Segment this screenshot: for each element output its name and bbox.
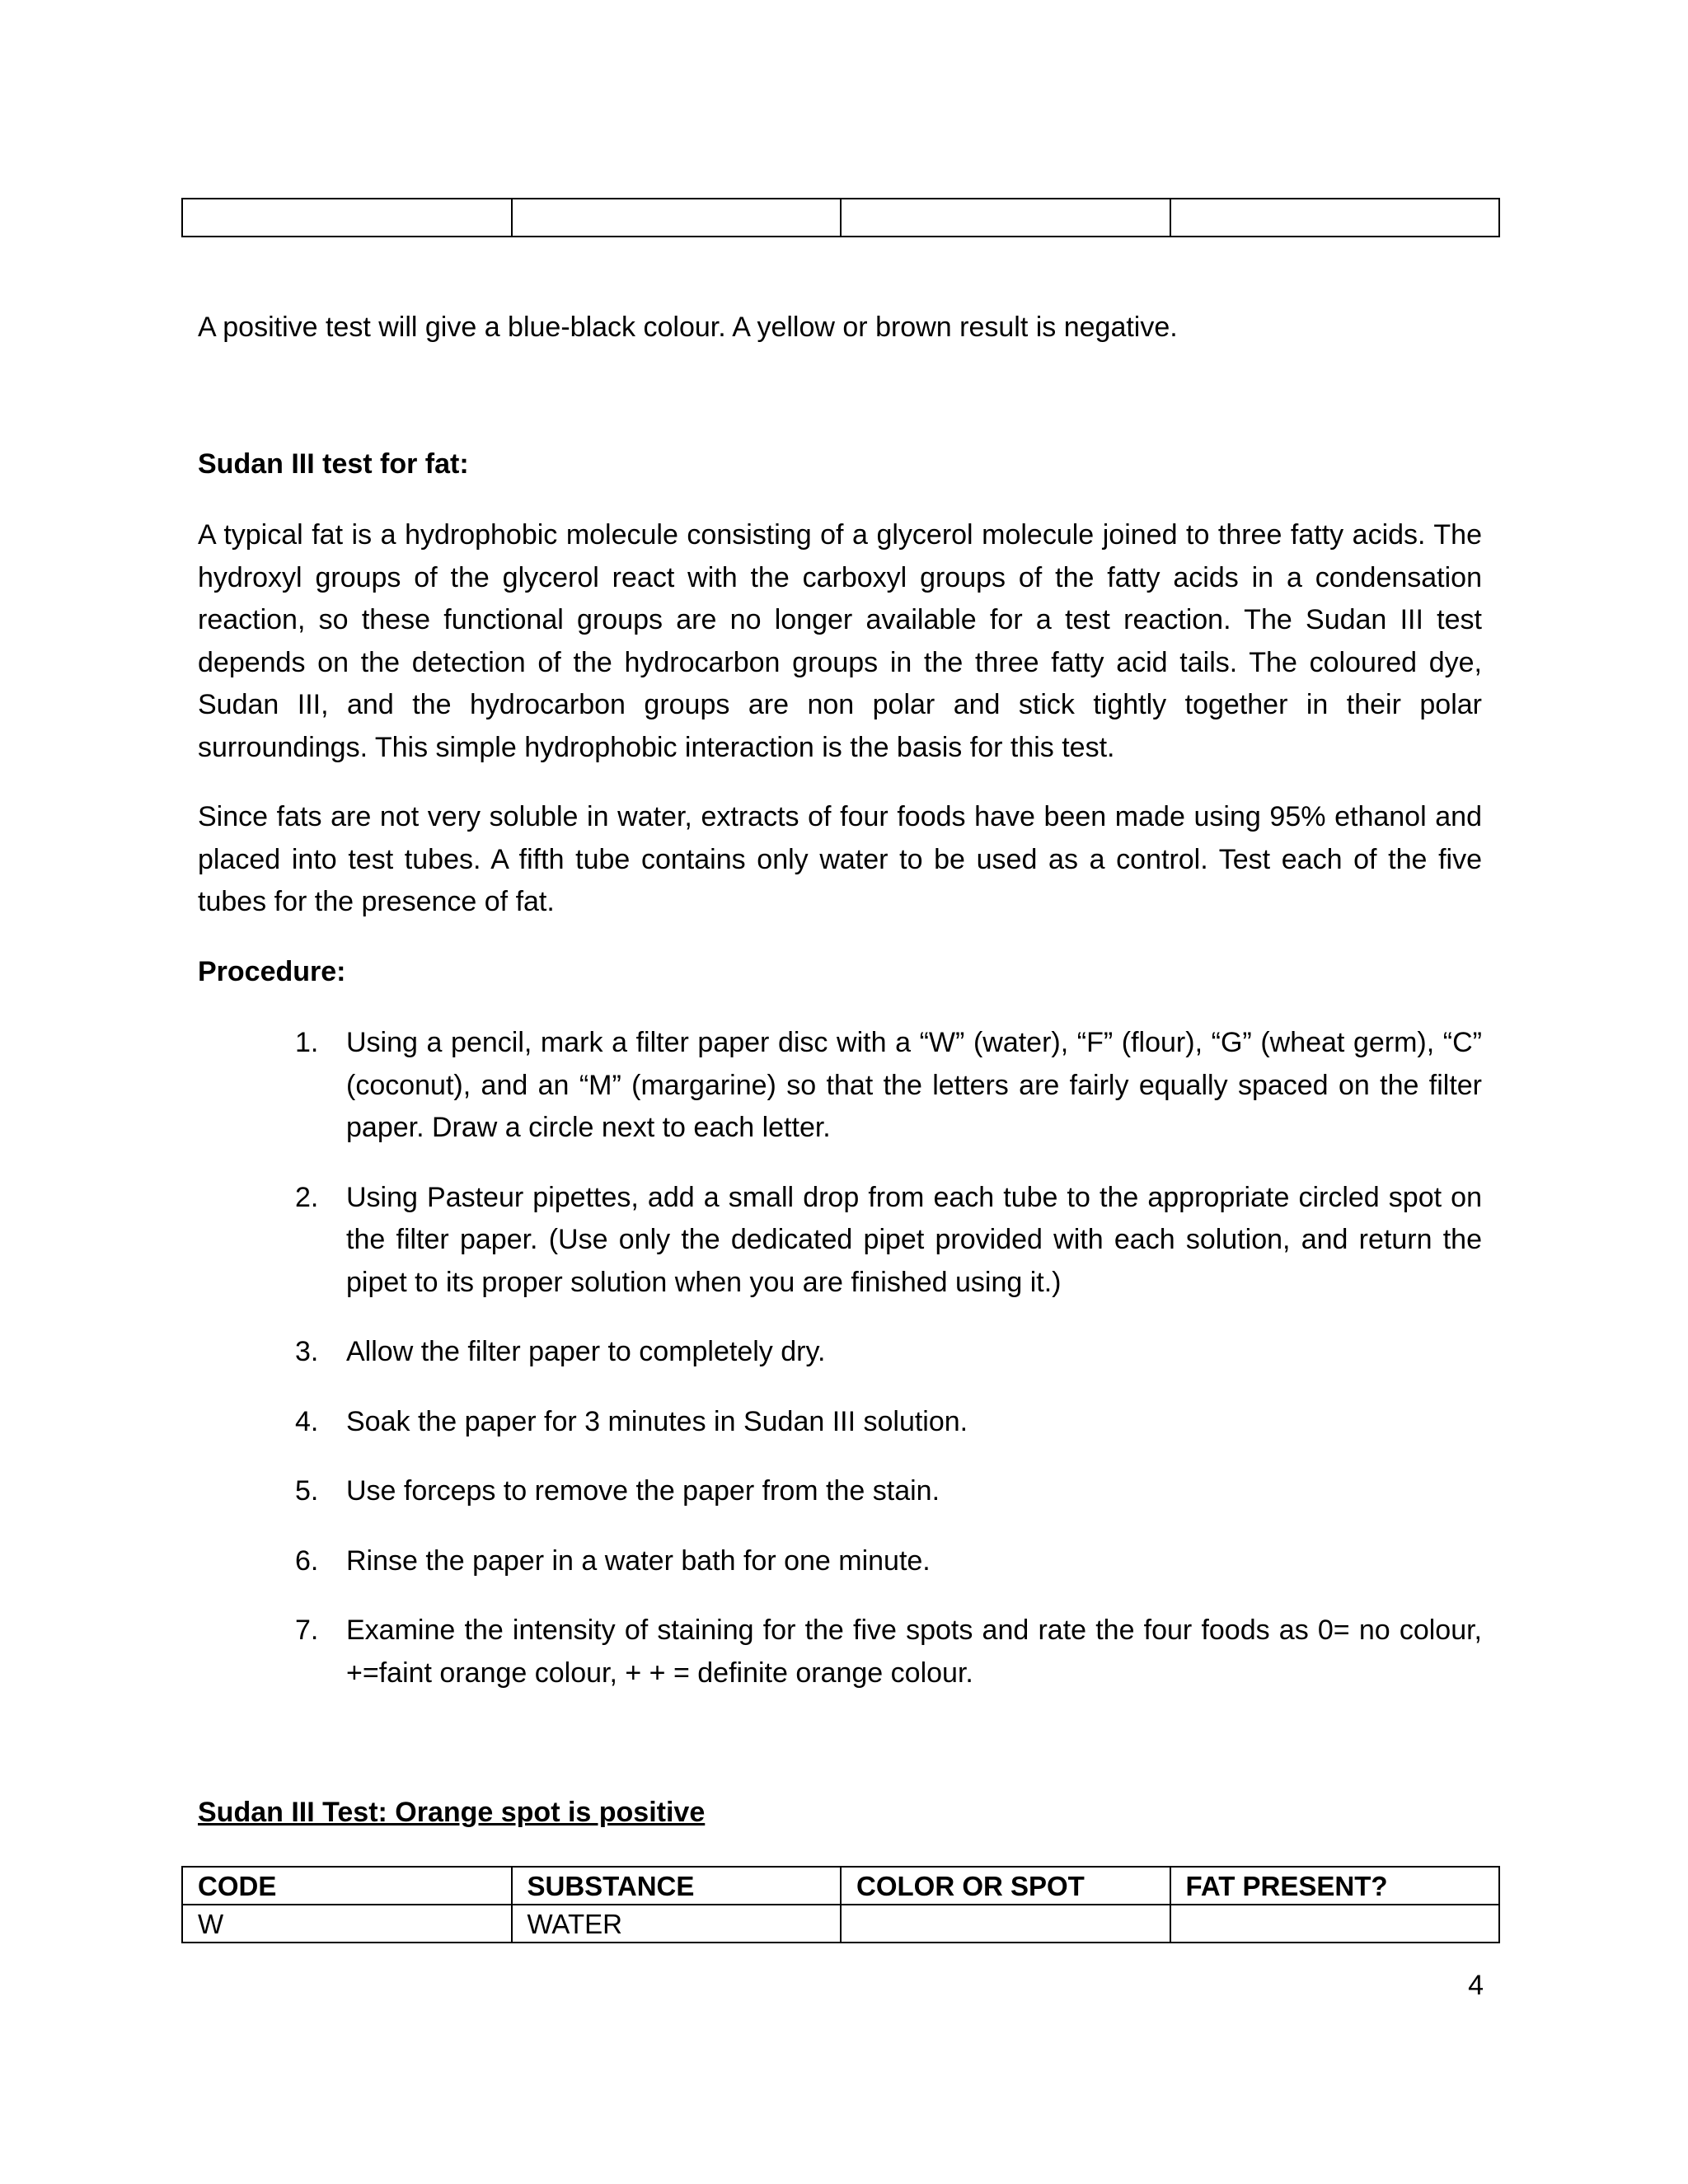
step-text: Use forceps to remove the paper from the stain. [346,1475,940,1507]
step-number: 6. [295,1544,319,1577]
results-table-heading: Sudan III Test: Orange spot is positive [198,1797,706,1828]
step-text: Allow the filter paper to completely dry. [346,1336,826,1367]
table-header-row [182,1867,1499,1905]
table-row [182,1905,1499,1943]
step-text: Using Pasteur pipettes, add a small drop from each tube to the appropriate circled spot on the filter paper. (Use only the dedicated pipet provided with each solution, and return the pipet to its proper solution when you are finished using it.) [346,1181,1482,1298]
positive-test-text: A positive test will give a blue-black colour. A yellow or brown result is negative. [198,312,1178,343]
column-header: CODE [182,1867,512,1905]
step-number: 2. [295,1181,319,1213]
table-cell: WATER [512,1905,842,1943]
step-number: 5. [295,1475,319,1507]
step-text: Rinse the paper in a water bath for one minute. [346,1544,931,1577]
sudan-heading: Sudan III test for fat: [198,448,469,480]
list-item [198,1540,1482,1583]
step-number: 1. [295,1027,319,1058]
step-number: 4. [295,1405,319,1437]
step-text: Using a pencil, mark a filter paper disc with a “W” (water), “F” (flour), “G” (wheat germ), “C” (coconut), and an “M” (margarine) so that the letters are fairly equally spaced on the filter paper. Draw a circle next to each letter. [346,1027,1482,1143]
table-cell [1170,199,1500,237]
list-item [198,1177,1482,1305]
column-header: COLOR OR SPOT [841,1867,1170,1905]
step-number: 7. [295,1615,319,1646]
table-cell: W [182,1905,512,1943]
column-header: SUBSTANCE [512,1867,842,1905]
list-item [198,1331,1482,1374]
table-row [182,199,1499,237]
page-number: 4 [1468,1970,1484,2001]
list-item [198,1022,1482,1150]
list-item [198,1610,1482,1694]
step-number: 3. [295,1336,319,1367]
step-text: Soak the paper for 3 minutes in Sudan III solution. [346,1405,968,1437]
table-cell [841,199,1170,237]
table-cell [1170,1905,1500,1943]
table-cell [841,1905,1170,1943]
list-item [198,1401,1482,1444]
list-item [198,1470,1482,1513]
top-table [181,198,1500,237]
results-table [181,1866,1500,1943]
fat-paragraph-2: Since fats are not very soluble in water, extracts of four foods have been made using 95% ethanol and placed into test tubes. A fifth tube contains only water to be used as a control. Test each of the five tubes for the presence of fat. [198,801,1482,917]
procedure-steps [198,1022,1482,1722]
procedure-heading: Procedure: [198,956,346,987]
column-header: FAT PRESENT? [1170,1867,1500,1905]
table-cell [512,199,842,237]
step-text: Examine the intensity of staining for the five spots and rate the four foods as 0= no colour, +=faint orange colour, + + = definite orange colour. [346,1615,1482,1689]
table-cell [182,199,512,237]
fat-paragraph-1: A typical fat is a hydrophobic molecule consisting of a glycerol molecule joined to three fatty acids. The hydroxyl groups of the glycerol react with the carboxyl groups of the fatty acids in a condensation reaction, so these functional groups are no longer available for a test reaction. The Sudan III test depends on the detection of the hydrocarbon groups in the three fatty acid tails. The coloured dye, Sudan III, and the hydrocarbon groups are non polar and stick tightly together in their polar surroundings. This simple hydrophobic interaction is the basis for this test. [198,519,1482,763]
